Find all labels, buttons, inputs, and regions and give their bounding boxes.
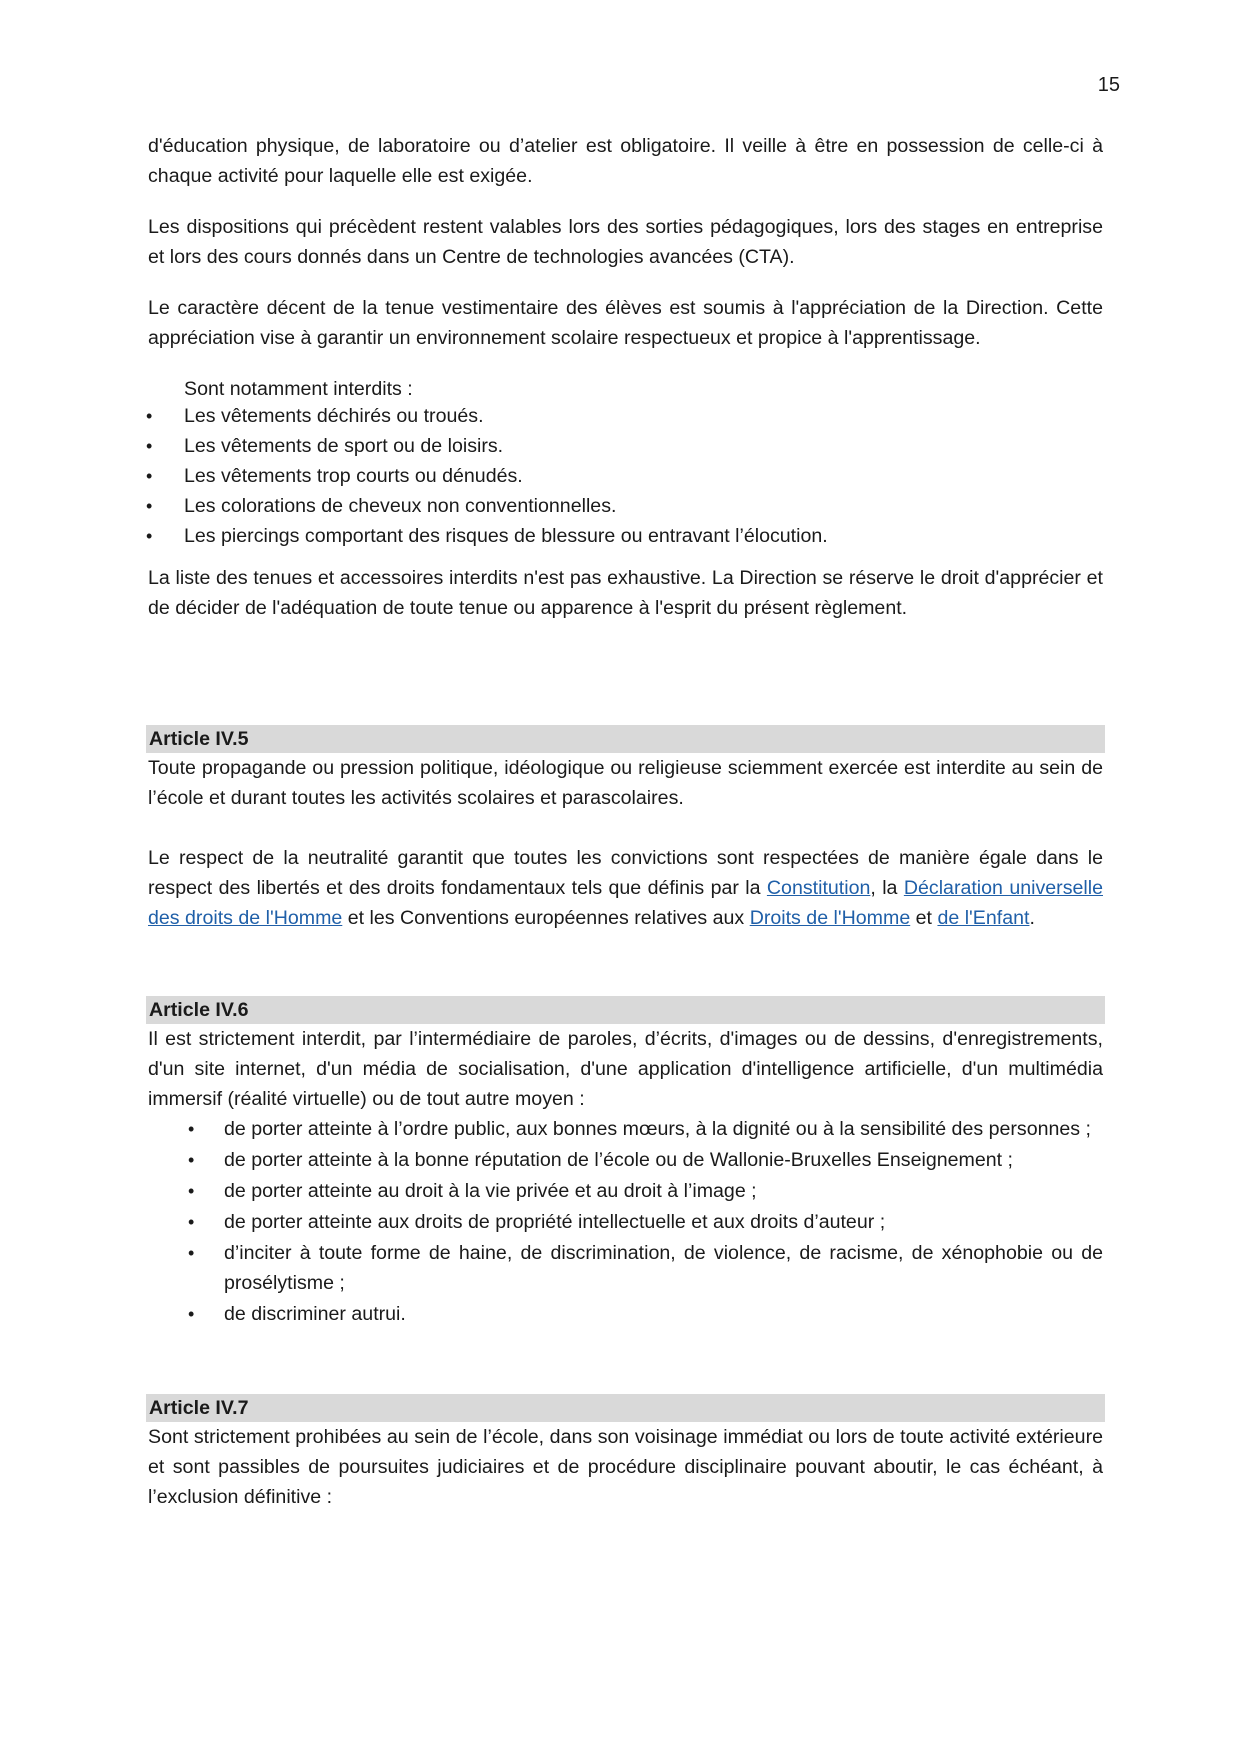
list-item: • Les colorations de cheveux non conventionnelles.: [148, 491, 1108, 521]
bullet-icon: •: [146, 466, 153, 486]
bullet-icon: •: [188, 1119, 195, 1139]
list-item: • de porter atteinte à la bonne réputation de l’école ou de Wallonie-Bruxelles Enseignement ;: [188, 1145, 1103, 1175]
link-droits-enfant[interactable]: de l'Enfant: [937, 907, 1030, 929]
bullet-icon: •: [188, 1243, 195, 1263]
page-number: 15: [1097, 74, 1120, 96]
paragraph-dispositions: Les dispositions qui précèdent restent valables lors des sorties pédagogiques, lors des stages en entreprise et lors des cours donnés dans un Centre de technologies avancées (CTA).: [148, 216, 1103, 268]
article-iv6-list: [188, 1114, 1103, 1329]
link-declaration-universelle[interactable]: Déclaration universelle des droits de l'Homme: [148, 877, 1103, 929]
list-item: • de porter atteinte à l’ordre public, aux bonnes mœurs, à la dignité ou à la sensibilité des personnes ;: [188, 1114, 1103, 1144]
article-iv5-text1: Toute propagande ou pression politique, idéologique ou religieuse sciemment exercée est interdite au sein de l’école et durant toutes les activités scolaires et parascolaires.: [148, 757, 1103, 809]
list-item: • de porter atteinte au droit à la vie privée et au droit à l’image ;: [188, 1176, 1103, 1206]
article-iv5-text2: Le respect de la neutralité garantit que toutes les convictions sont respectées de manière égale dans le respect des libertés et des droits fondamentaux tels que définis par la Constitution, la Déclaration universelle des droits de l'Homme et les Conventions européennes relatives aux Droits de l'Homme et de l'Enfant.: [148, 847, 1103, 929]
interdits-intro: Sont notamment interdits :: [184, 378, 413, 400]
paragraph-equipment: d'éducation physique, de laboratoire ou d’atelier est obligatoire. Il veille à être en possession de celle-ci à chaque activité pour laquelle elle est exigée.: [148, 135, 1103, 187]
link-droits-homme[interactable]: Droits de l'Homme: [749, 907, 911, 929]
bullet-icon: •: [188, 1304, 195, 1324]
article-iv7-text: Sont strictement prohibées au sein de l’école, dans son voisinage immédiat ou lors de toute activité extérieure et sont passibles de poursuites judiciaires et de procédure disciplinaire pouvant aboutir, le cas échéant, à l’exclusion définitive :: [148, 1426, 1103, 1508]
list-item: • d’inciter à toute forme de haine, de discrimination, de violence, de racisme, de xénophobie ou de prosélytisme ;: [188, 1238, 1103, 1298]
article-heading-iv7: Article IV.7: [146, 1394, 1105, 1422]
list-item: • de porter atteinte aux droits de propriété intellectuelle et aux droits d’auteur ;: [188, 1207, 1103, 1237]
list-item: • Les piercings comportant des risques de blessure ou entravant l’élocution.: [148, 521, 1108, 551]
article-heading-iv5: Article IV.5: [146, 725, 1105, 753]
list-item: • Les vêtements de sport ou de loisirs.: [148, 431, 1108, 461]
article-heading-iv6: Article IV.6: [146, 996, 1105, 1024]
interdits-list: [148, 401, 1108, 551]
paragraph-tenue: Le caractère décent de la tenue vestimentaire des élèves est soumis à l'appréciation de la Direction. Cette appréciation vise à garantir un environnement scolaire respectueux et propice à l'apprentissage.: [148, 297, 1103, 349]
bullet-icon: •: [188, 1150, 195, 1170]
bullet-icon: •: [188, 1181, 195, 1201]
bullet-icon: •: [188, 1212, 195, 1232]
paragraph-liste: La liste des tenues et accessoires interdits n'est pas exhaustive. La Direction se réserve le droit d'apprécier et de décider de l'adéquation de toute tenue ou apparence à l'esprit du présent règlement.: [148, 567, 1103, 619]
bullet-icon: •: [146, 406, 153, 426]
list-item: • de discriminer autrui.: [188, 1299, 1103, 1329]
bullet-icon: •: [146, 526, 153, 546]
bullet-icon: •: [146, 436, 153, 456]
bullet-icon: •: [146, 496, 153, 516]
list-item: • Les vêtements déchirés ou troués.: [148, 401, 1108, 431]
link-constitution[interactable]: Constitution: [766, 877, 871, 899]
article-iv6-intro: Il est strictement interdit, par l’intermédiaire de paroles, d’écrits, d'images ou de dessins, d'enregistrements, d'un site internet, d'un média de socialisation, d'une application d'intelligence artificielle, d'un multimédia immersif (réalité virtuelle) ou de tout autre moyen :: [148, 1028, 1103, 1110]
list-item: • Les vêtements trop courts ou dénudés.: [148, 461, 1108, 491]
